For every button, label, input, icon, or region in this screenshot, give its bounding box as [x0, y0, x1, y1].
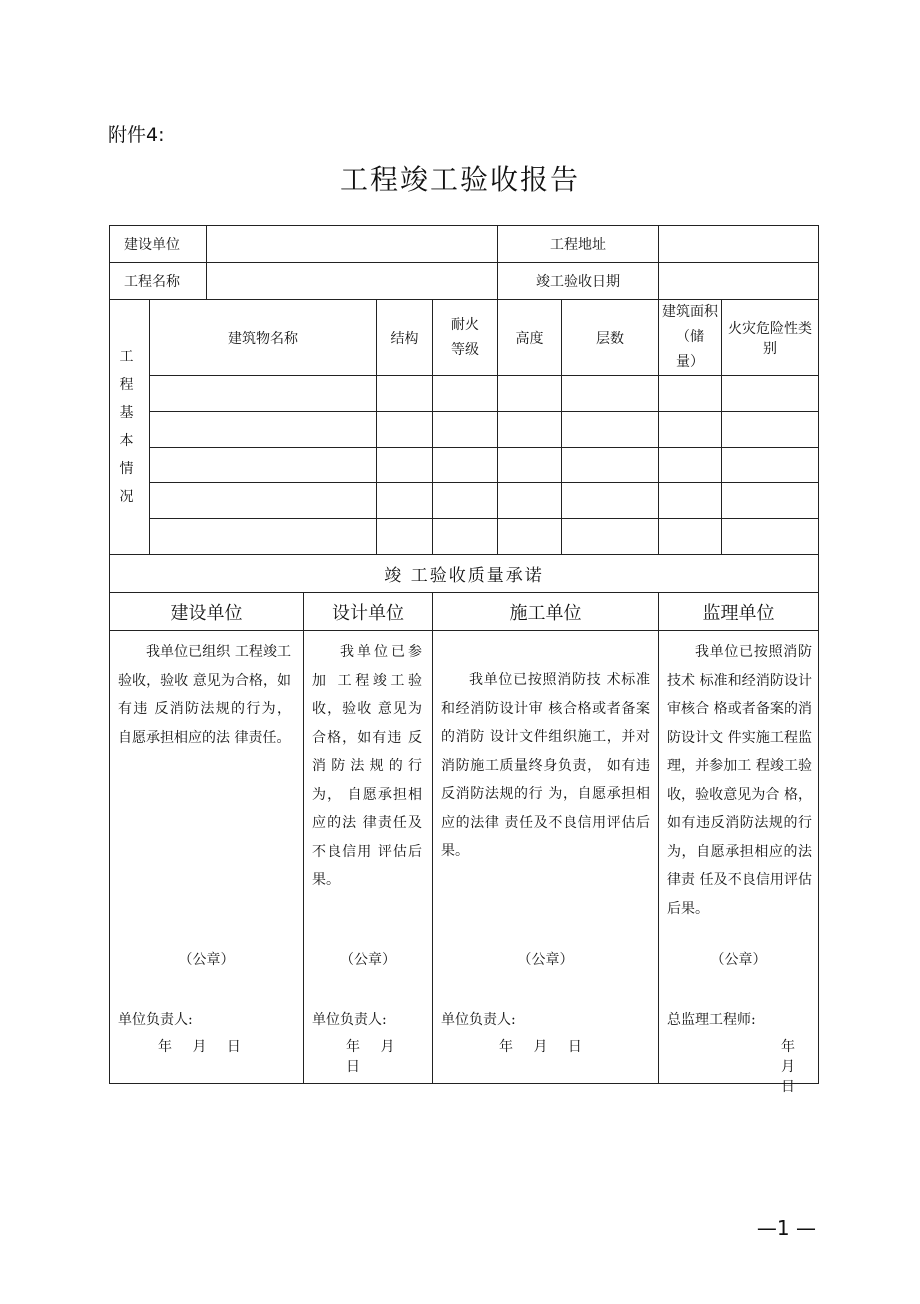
commitment-title: 竣 工验收质量承诺: [110, 555, 819, 593]
page-number: —1 —: [756, 1216, 816, 1240]
project-address-label: 工程地址: [498, 226, 659, 263]
col-building-name: 建筑物名称: [150, 300, 377, 376]
commitment-cell-supervisor: [659, 631, 819, 1095]
seal-label: （公章）: [710, 952, 767, 968]
construction-unit-field[interactable]: [207, 226, 498, 263]
construction-unit-label: 建设单位: [110, 226, 207, 263]
seal-label: （公章）: [178, 952, 235, 968]
attachment-label: 附件4:: [108, 124, 165, 146]
party-name-contractor: 施工单位: [433, 593, 659, 631]
table-row: [110, 483, 819, 519]
commitment-text: 我单位已参加 工程竣工验收，验收 意见为合格，如有违 反消防法规的行为， 自愿承担相应的法 律责任及不良信用 评估后果。: [312, 644, 422, 888]
party-name-design: 设计单位: [304, 593, 433, 631]
date-label: 年 月 日: [158, 1039, 249, 1055]
side-label-line: 情 况: [119, 461, 140, 505]
project-address-field[interactable]: [659, 226, 819, 263]
party-name-supervisor: 监理单位: [659, 593, 819, 631]
commitment-text: 我单位已按照消防技 术标准和经消防设计审 核合格或者备案的消防 设计文件组织施工，并对 消防施工质量终身负责， 如有违反消防法规的行 为，自愿承担相应的法律 责任及不良信用评估后 果。: [441, 672, 650, 859]
date-label: 年 月 日: [346, 1039, 403, 1075]
completion-date-field[interactable]: [659, 263, 819, 300]
signer-label: 单位负责人:: [312, 1012, 387, 1028]
commitment-cell-construction: [110, 631, 304, 1084]
col-hazard-class: 火灾危险性类别: [722, 300, 819, 376]
date-label: 年 月 日: [781, 1039, 803, 1095]
signer-label: 单位负责人:: [441, 1012, 516, 1028]
col-fire-grade-line2: 等级: [451, 341, 479, 358]
side-label-line: 基 本: [119, 405, 140, 449]
party-name-construction: 建设单位: [110, 593, 304, 631]
commitment-cell-contractor: [433, 631, 659, 1084]
report-title: 工程竣工验收报告: [339, 163, 580, 196]
commitment-text: 我单位已组织 工程竣工验收，验收 意见为合格，如有违 反消防法规的行为， 自愿承担相应的法 律责任。: [118, 644, 291, 746]
col-area-line2: 量）: [676, 354, 704, 370]
col-area-line1: 建筑面积 （储: [662, 304, 718, 345]
table-row: [110, 519, 819, 555]
col-fire-grade: [433, 300, 498, 376]
signer-label: 总监理工程师:: [667, 1012, 756, 1028]
col-height: 高度: [498, 300, 562, 376]
side-label-line: 工 程: [119, 349, 140, 393]
report-form: [109, 225, 819, 1095]
col-fire-grade-line1: 耐火: [451, 316, 479, 333]
completion-date-label: 竣工验收日期: [498, 263, 659, 300]
project-name-field[interactable]: [207, 263, 498, 300]
basic-info-side-label: [110, 300, 150, 555]
signer-label: 单位负责人:: [118, 1012, 193, 1028]
seal-label: （公章）: [517, 952, 574, 968]
col-structure: 结构: [377, 300, 433, 376]
seal-label: （公章）: [340, 952, 396, 968]
commitment-cell-design: [304, 631, 433, 1084]
col-area: [659, 300, 722, 376]
col-floors: 层数: [562, 300, 659, 376]
table-row: [110, 448, 819, 483]
date-label: 年 月 日: [499, 1039, 590, 1055]
table-row: [110, 376, 819, 412]
table-row: [110, 412, 819, 448]
commitment-text: 我单位已按照消防技术 标准和经消防设计审核合 格或者备案的消防设计文 件实施工程监理，并参加工 程竣工验收，验收意见为合 格，如有违反消防法规的行 为，自愿承担相应的法律责 任及不良信用评估后果。: [667, 644, 812, 917]
project-name-label: 工程名称: [110, 263, 207, 300]
